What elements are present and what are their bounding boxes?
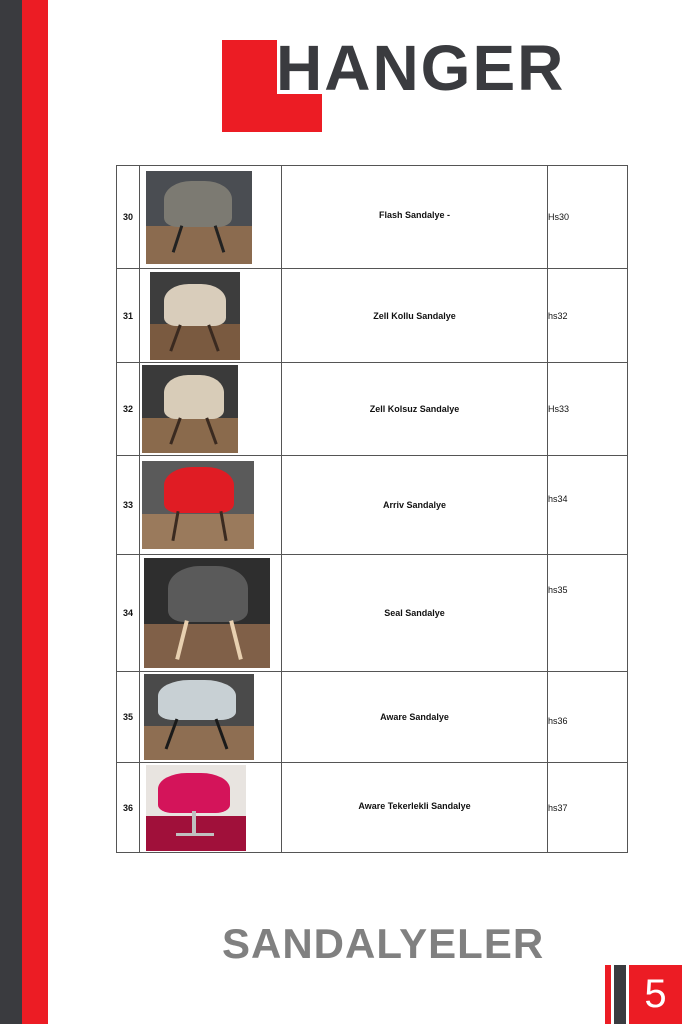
table-row	[117, 456, 628, 555]
product-number: 32	[117, 363, 140, 456]
product-name: Zell Kolsuz Sandalye	[282, 363, 548, 456]
logo-text: HANGER	[276, 32, 566, 104]
product-name: Arriv Sandalye	[282, 456, 548, 555]
hanger-logo	[222, 32, 582, 132]
left-red-stripe	[22, 0, 48, 1024]
product-code: Hs30	[548, 166, 628, 269]
product-table	[116, 165, 628, 853]
pink-swivel-chair-photo	[146, 765, 246, 851]
product-name: Seal Sandalye	[282, 555, 548, 672]
left-dark-stripe	[0, 0, 22, 1024]
product-name: Zell Kollu Sandalye	[282, 269, 548, 363]
product-number: 34	[117, 555, 140, 672]
light-gray-chair-photo	[144, 674, 254, 760]
gray-chair-photo	[146, 171, 252, 264]
product-name: Flash Sandalye -	[282, 166, 548, 269]
product-number: 31	[117, 269, 140, 363]
table-row	[117, 166, 628, 269]
beige-armchair-photo	[150, 272, 240, 360]
product-code: hs37	[548, 763, 628, 853]
page-number: 5	[629, 965, 682, 1024]
product-name: Aware Sandalye	[282, 672, 548, 763]
product-name: Aware Tekerlekli Sandalye	[282, 763, 548, 853]
page-number-badge	[605, 965, 682, 1024]
red-chair-photo	[142, 461, 254, 549]
product-code: hs32	[548, 269, 628, 363]
product-code: hs36	[548, 672, 628, 763]
product-number: 33	[117, 456, 140, 555]
table-row	[117, 555, 628, 672]
table-row	[117, 763, 628, 853]
product-number: 36	[117, 763, 140, 853]
table-row	[117, 269, 628, 363]
section-title: SANDALYELER	[222, 920, 545, 967]
product-code: hs35	[548, 555, 628, 672]
dark-armchair-photo	[144, 558, 270, 668]
product-code: hs34	[548, 456, 628, 555]
beige-chair-photo	[142, 365, 238, 453]
product-number: 30	[117, 166, 140, 269]
table-row	[117, 672, 628, 763]
product-code: Hs33	[548, 363, 628, 456]
product-number: 35	[117, 672, 140, 763]
table-row	[117, 363, 628, 456]
